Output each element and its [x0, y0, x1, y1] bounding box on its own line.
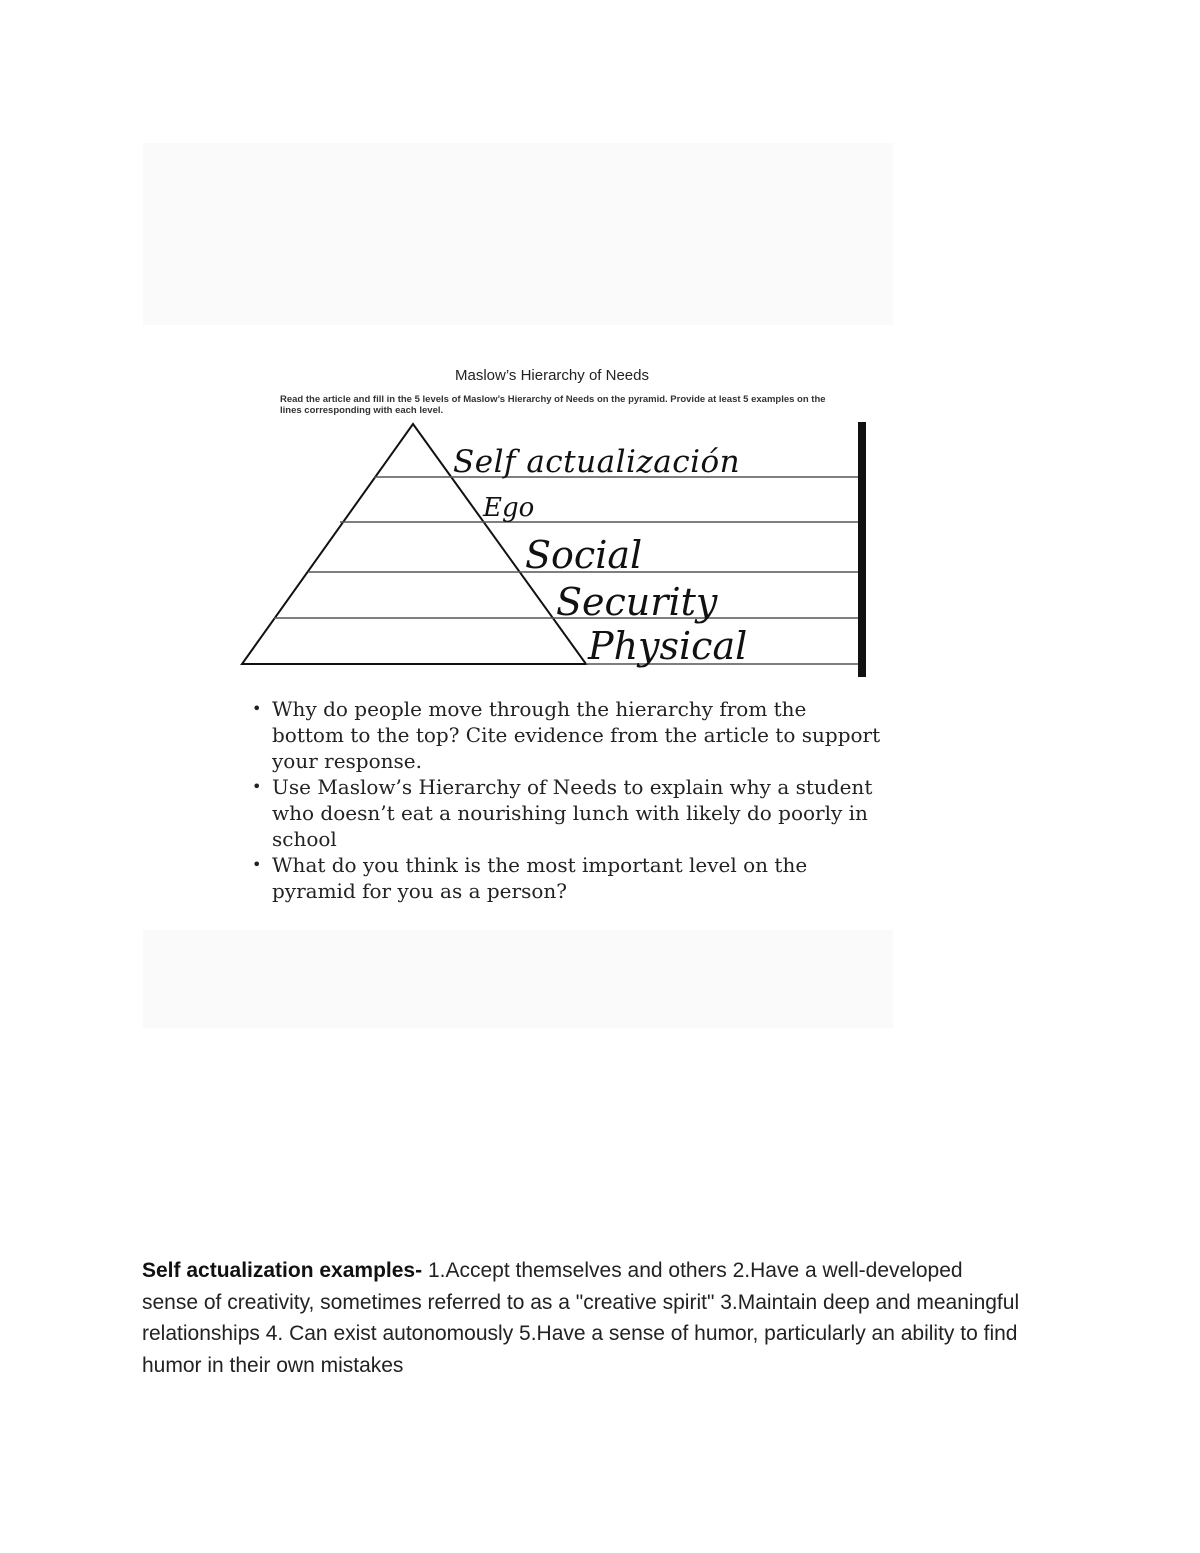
- answer-heading: Self actualization examples-: [142, 1259, 423, 1282]
- right-bar: [858, 422, 866, 677]
- question-item: • Use Maslow’s Hierarchy of Needs to explain why a student who doesn’t eat a nourishing lunch with likely do poorly in school: [252, 774, 882, 852]
- answer-text: 1.Accept themselves and others 2.Have a well-developed sense of creativity, sometimes referred to as a "creative spirit" 3.Maintain deep and meaningful relationships 4. Can exist autonomously 5.Have a sense of humor, particularly an ability to find humor in their own mistakes: [142, 1259, 1020, 1377]
- question-item: • What do you think is the most important level on the pyramid for you as a person?: [252, 852, 882, 904]
- level-label-security: Security: [556, 580, 718, 624]
- figure-instructions: Read the article and fill in the 5 levels of Maslow’s Hierarchy of Needs on the pyramid. Provide at least 5 examples on the lines corresponding with each level.: [280, 394, 826, 416]
- figure-title: Maslow’s Hierarchy of Needs: [455, 367, 649, 384]
- worksheet-image: [238, 360, 881, 920]
- level-label-ego: Ego: [483, 493, 535, 523]
- level-label-self-actualization: Self actualización: [453, 444, 741, 480]
- blank-image-region-top: [143, 143, 893, 325]
- question-list: [252, 696, 882, 904]
- blank-image-region-bottom: [143, 930, 893, 1028]
- level-label-physical: Physical: [588, 624, 748, 668]
- level-label-social: Social: [525, 533, 643, 577]
- answer-paragraph: [142, 1255, 1022, 1381]
- question-item: • Why do people move through the hierarchy from the bottom to the top? Cite evidence from the article to support your response.: [252, 696, 882, 774]
